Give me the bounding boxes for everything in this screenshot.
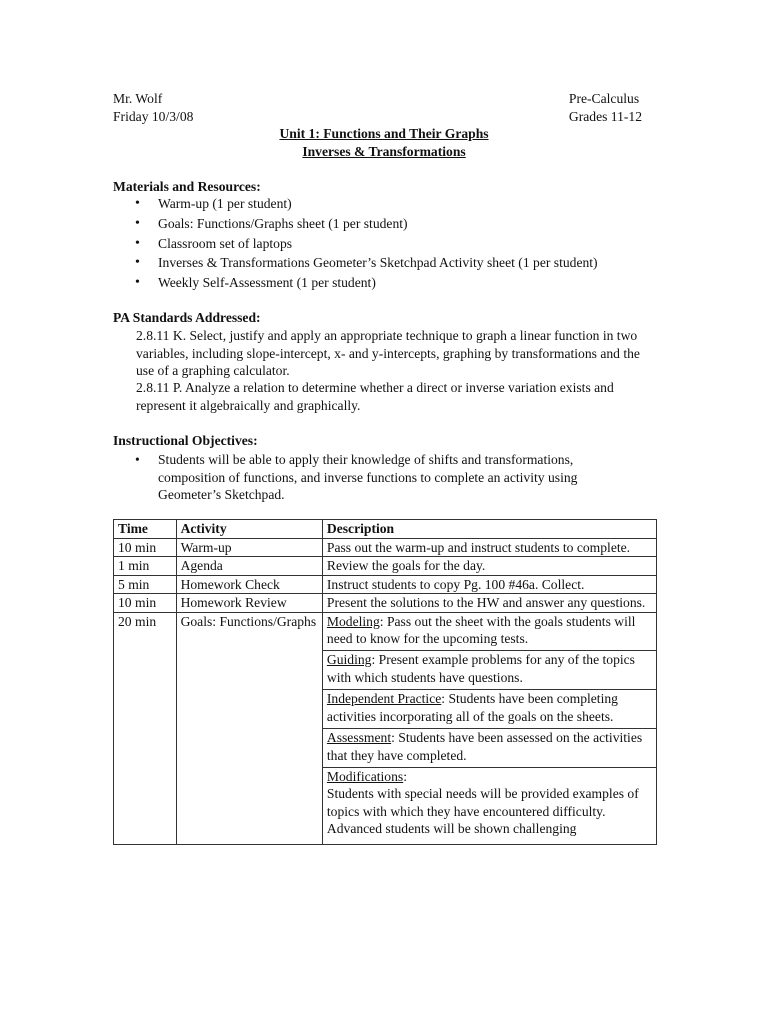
lesson-date: Friday 10/3/08 [113, 108, 194, 124]
grade-level: Grades 11-12 [568, 108, 642, 124]
title-block [0, 125, 768, 160]
list-item: • Weekly Self-Assessment (1 per student) [113, 273, 598, 293]
standard-k: 2.8.11 K. Select, justify and apply an appropriate technique to graph a linear function in two variables, including slope-intercept, x- and y-intercepts, graphing by transformations and the use of a graphing calculator. [136, 328, 640, 378]
time-cell: 5 min [114, 575, 177, 594]
modifications-text: Students with special needs will be provided examples of topics with which they have encountered difficulty. [326, 786, 639, 819]
materials-list [113, 194, 598, 293]
list-item: • Classroom set of laptops [113, 234, 598, 254]
lesson-title: Inverses & Transformations [302, 143, 466, 159]
description-cell-assessment [322, 729, 656, 768]
description-cell-modifications [322, 767, 656, 844]
modifications-label: Modifications [326, 768, 404, 784]
header-left [113, 90, 193, 125]
activity-cell: Agenda [176, 557, 322, 576]
column-header: Time [114, 520, 177, 539]
header-right [569, 90, 642, 125]
course-name: Pre-Calculus [568, 91, 640, 106]
table-row [114, 612, 657, 651]
time-cell: 1 min [114, 557, 177, 576]
materials-heading: Materials and Resources: [113, 179, 261, 194]
activity-cell: Goals: Functions/Graphs [176, 612, 322, 844]
time-cell: 20 min [114, 612, 177, 844]
list-item: • Warm-up (1 per student) [113, 194, 598, 214]
standard-p: 2.8.11 P. Analyze a relation to determine whether a direct or inverse variation exists and represent it algebraically and graphically. [136, 380, 614, 413]
description-cell-independent [322, 690, 656, 729]
table-header-row [114, 520, 657, 539]
assessment-text: Students have been assessed on the activities that they have completed. [326, 730, 643, 763]
table-row [114, 557, 657, 576]
table-row [114, 575, 657, 594]
description-cell-modeling [322, 612, 656, 651]
column-header: Activity [176, 520, 322, 539]
modeling-label: Modeling [326, 613, 380, 629]
activity-cell: Warm-up [176, 538, 322, 557]
assessment-label: Assessment [326, 730, 392, 746]
label-colon: : [403, 768, 407, 784]
description-cell: Pass out the warm-up and instruct students to complete. [322, 538, 656, 557]
standards-heading: PA Standards Addressed: [113, 310, 261, 325]
description-cell-guiding [322, 651, 656, 690]
list-item: • Inverses & Transformations Geometer’s Sketchpad Activity sheet (1 per student) [113, 253, 598, 273]
modeling-text: Pass out the sheet with the goals students will need to know for the upcoming tests. [326, 613, 636, 646]
table-row [114, 594, 657, 613]
independent-practice-label: Independent Practice [326, 691, 442, 707]
description-cell: Present the solutions to the HW and answer any questions. [322, 594, 656, 613]
activity-cell: Homework Check [176, 575, 322, 594]
guiding-label: Guiding [326, 652, 372, 668]
description-cell: Review the goals for the day. [322, 557, 656, 576]
objectives-list [113, 451, 633, 504]
label-colon: : [441, 691, 446, 707]
guiding-text: Present example problems for any of the topics with which students have questions. [326, 652, 635, 685]
activity-table [113, 519, 657, 845]
activity-cell: Homework Review [176, 594, 322, 613]
label-colon: : [371, 652, 376, 668]
description-cell: Instruct students to copy Pg. 100 #46a. Collect. [322, 575, 656, 594]
label-colon: : [391, 730, 395, 746]
unit-title: Unit 1: Functions and Their Graphs [279, 126, 489, 141]
time-cell: 10 min [114, 594, 177, 613]
modifications-text-advanced: Advanced students will be shown challenging [326, 821, 577, 837]
list-item: • Goals: Functions/Graphs sheet (1 per student) [113, 214, 598, 234]
teacher-name: Mr. Wolf [113, 91, 163, 106]
label-colon: : [379, 613, 384, 629]
objectives-heading: Instructional Objectives: [113, 433, 258, 448]
independent-practice-text: Students have been completing activities incorporating all of the goals on the sheets. [326, 691, 618, 724]
table-row [114, 538, 657, 557]
column-header: Description [322, 520, 656, 539]
list-item: • Students will be able to apply their knowledge of shifts and transformations, composition of functions, and inverse functions to complete an activity using Geometer’s Sketchpad. [113, 451, 633, 504]
time-cell: 10 min [114, 538, 177, 557]
